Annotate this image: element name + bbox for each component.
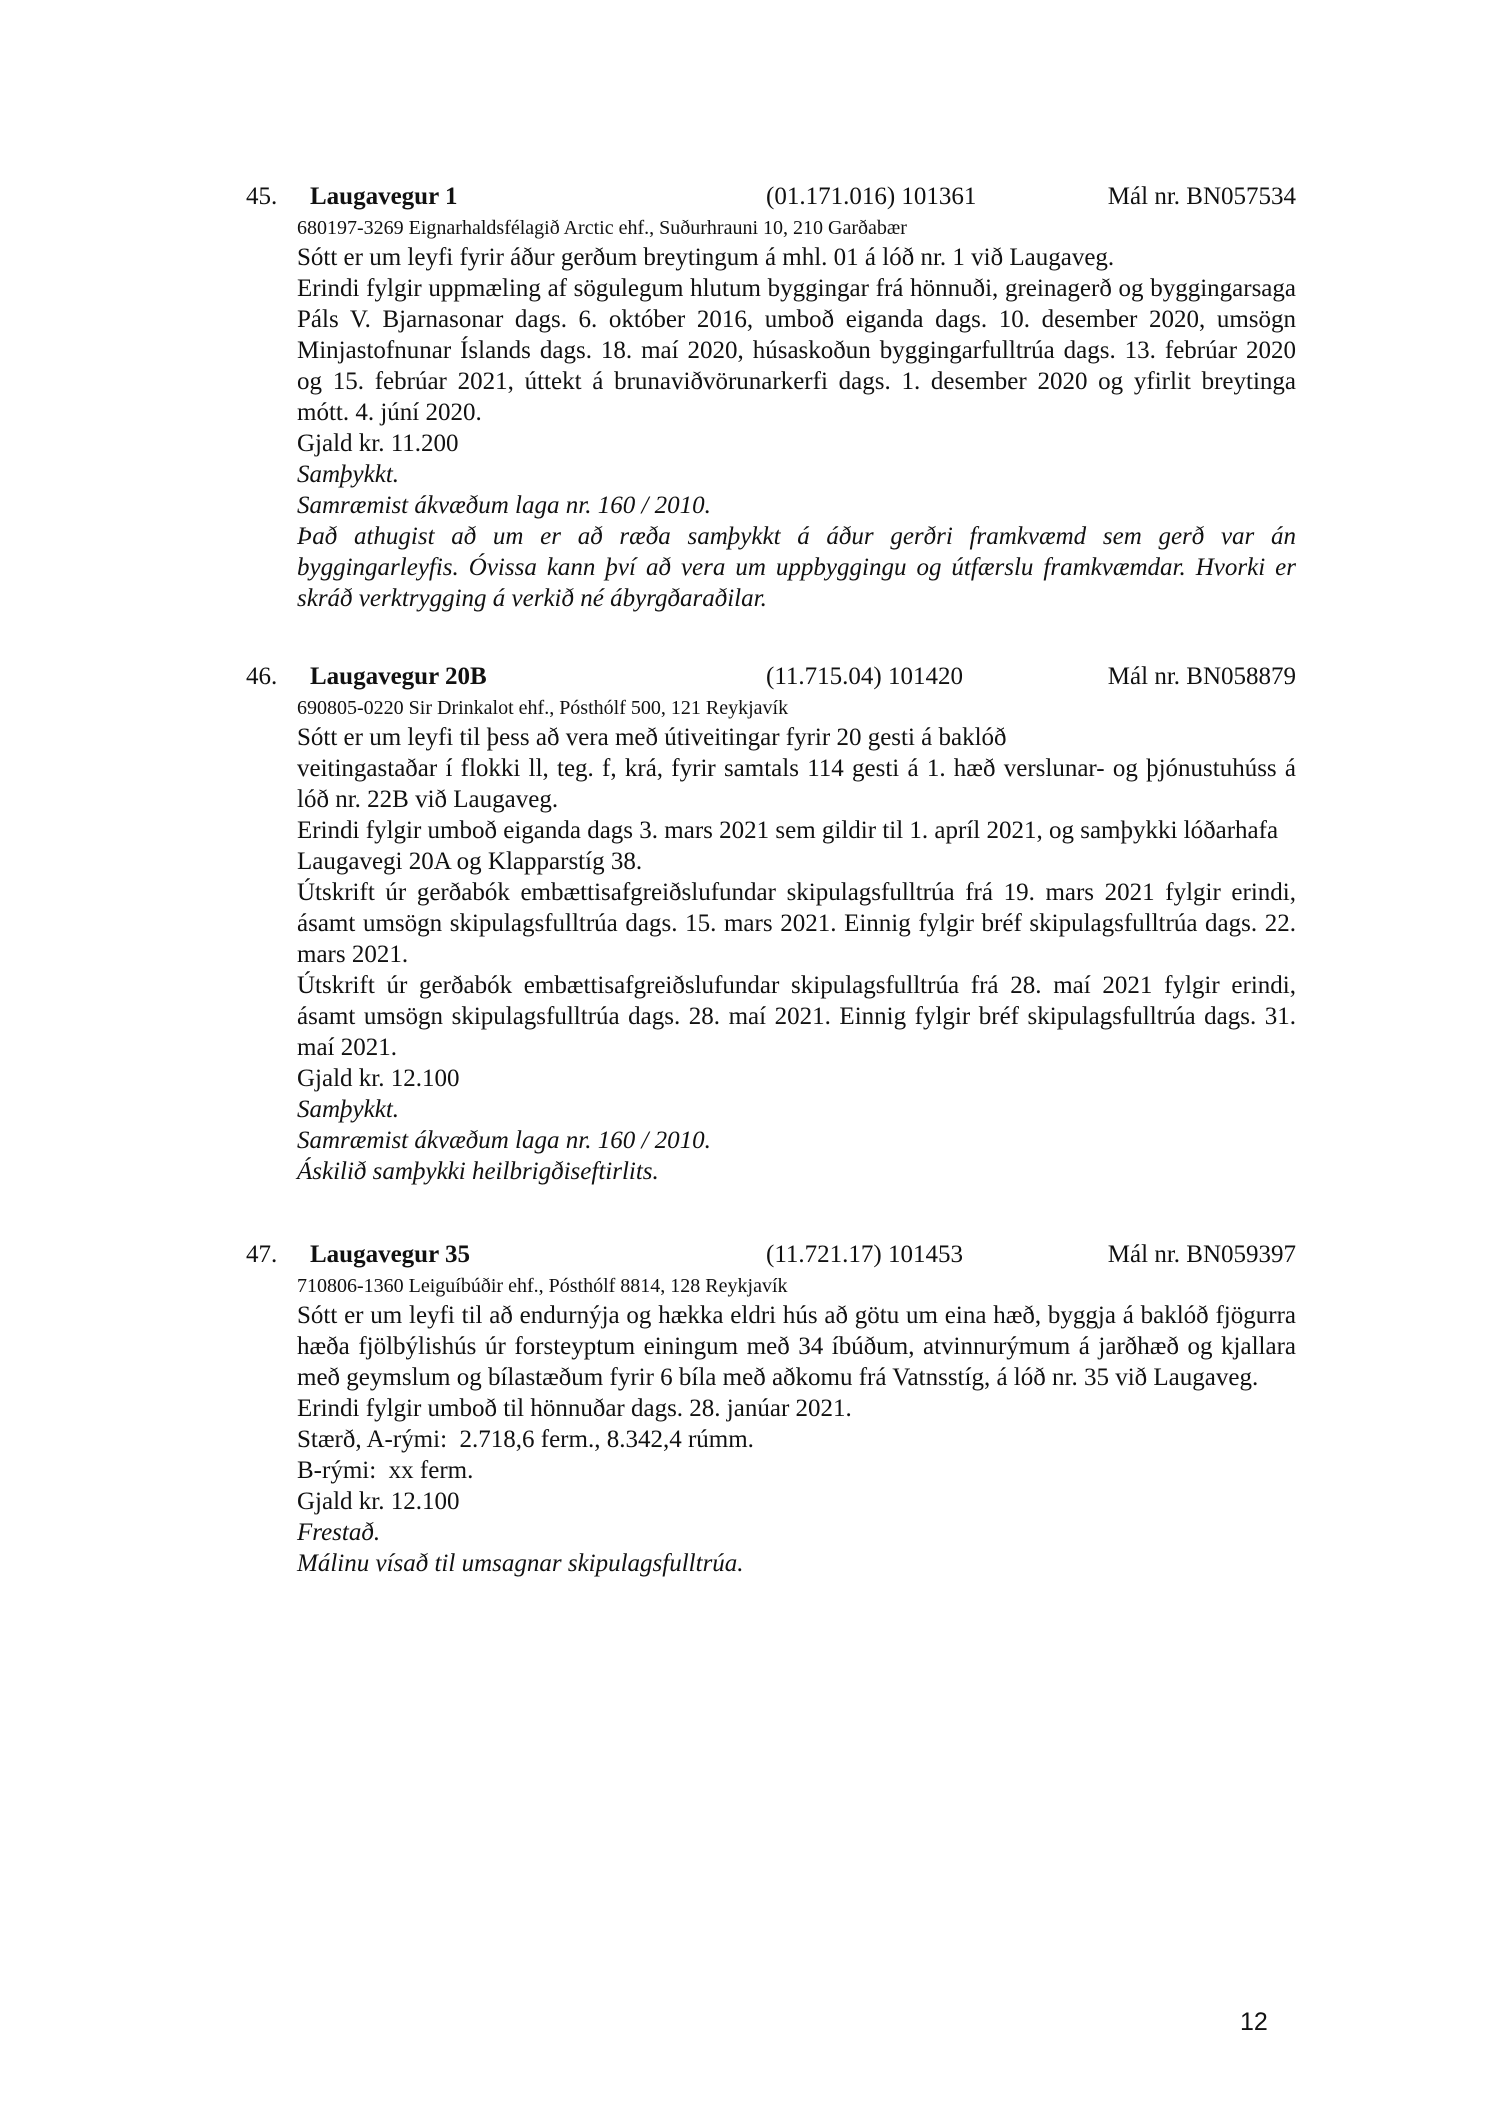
referral: Málinu vísað til umsagnar skipulagsfulltrúa. <box>297 1550 744 1577</box>
decision: Samþykkt. <box>297 461 400 488</box>
request-text-line-2: veitingastaðar í flokki ll, teg. f, krá, fyrir samtals 114 gesti á 1. hæð verslunar- og þjónustuhúss á lóð nr. 22B við Laugaveg. <box>297 755 1296 813</box>
condition: Áskilið samþykki heilbrigðiseftirlits. <box>297 1158 659 1185</box>
applicant: 710806-1360 Leiguíbúðir ehf., Pósthólf 8814, 128 Reykjavík <box>297 1275 788 1297</box>
minutes-text-2: Útskrift úr gerðabók embættisafgreiðslufundar skipulagsfulltrúa frá 28. maí 2021 fylgir erindi, ásamt umsögn skipulagsfulltrúa dags. 28. maí 2021. Einnig fylgir bréf skipulagsfulltrúa dags. 31. maí 2021. <box>297 972 1296 1061</box>
entry-body <box>297 242 1296 614</box>
fee: Gjald kr. 12.100 <box>297 1488 460 1515</box>
attachments-text: Erindi fylgir umboð eiganda dags 3. mars 2021 sem gildir til 1. apríl 2021, og samþykki lóðarhafa Laugavegi 20A og Klapparstíg 38. <box>297 817 1279 875</box>
entry-title: Laugavegur 20B <box>310 663 487 690</box>
fee: Gjald kr. 11.200 <box>297 430 459 457</box>
attachments-text: Erindi fylgir umboð til hönnuðar dags. 28. janúar 2021. <box>297 1395 852 1422</box>
case-entry-45 <box>246 180 1296 614</box>
entry-body <box>297 722 1296 1187</box>
fee: Gjald kr. 12.100 <box>297 1065 460 1092</box>
property-code: (11.715.04) 101420 <box>766 663 963 690</box>
case-entry-46 <box>246 660 1296 1187</box>
page-number: 12 <box>1240 2008 1268 2036</box>
entry-header <box>246 1238 1296 1272</box>
size-a-space: Stærð, A-rými: 2.718,6 ferm., 8.342,4 rúmm. <box>297 1426 754 1453</box>
entry-header <box>246 660 1296 694</box>
entry-header <box>246 180 1296 214</box>
decision: Samþykkt. <box>297 1096 400 1123</box>
request-text: Sótt er um leyfi til að endurnýja og hækka eldri hús að götu um eina hæð, byggja á baklóð fjögurra hæða fjölbýlishús úr forsteyptum einingum með 34 íbúðum, atvinnurýmum á jarðhæð og kjallara með geymslum og bílastæðum fyrir 6 bíla með aðkomu frá Vatnsstíg, á lóð nr. 35 við Laugaveg. <box>297 1302 1296 1391</box>
case-number: Mál nr. BN059397 <box>1107 1241 1296 1268</box>
property-code: (01.171.016) 101361 <box>766 183 977 210</box>
case-entry-47 <box>246 1238 1296 1579</box>
applicant: 690805-0220 Sir Drinkalot ehf., Pósthólf 500, 121 Reykjavík <box>297 697 789 719</box>
note: Það athugist að um er að ræða samþykkt á áður gerðri framkvæmd sem gerð var án byggingarleyfis. Óvissa kann því að vera um uppbyggingu og útfærslu framkvæmdar. Hvorki er skráð verktrygging á verkið né ábyrgðaraðilar. <box>297 523 1296 612</box>
entry-number: 46. <box>246 663 278 690</box>
case-number: Mál nr. BN057534 <box>1107 183 1296 210</box>
law-reference: Samræmist ákvæðum laga nr. 160 / 2010. <box>297 492 711 519</box>
entry-title: Laugavegur 1 <box>310 183 458 210</box>
property-code: (11.721.17) 101453 <box>766 1241 963 1268</box>
entry-body <box>297 1300 1296 1579</box>
case-number: Mál nr. BN058879 <box>1107 663 1296 690</box>
applicant: 680197-3269 Eignarhaldsfélagið Arctic ehf., Suðurhrauni 10, 210 Garðabær <box>297 217 907 239</box>
minutes-text-1: Útskrift úr gerðabók embættisafgreiðslufundar skipulagsfulltrúa frá 19. mars 2021 fylgir erindi, ásamt umsögn skipulagsfulltrúa dags. 15. mars 2021. Einnig fylgir bréf skipulagsfulltrúa dags. 22. mars 2021. <box>297 879 1296 968</box>
decision: Frestað. <box>297 1519 381 1546</box>
entry-number: 45. <box>246 183 278 210</box>
entry-title: Laugavegur 35 <box>310 1241 470 1268</box>
size-b-space: B-rými: xx ferm. <box>297 1457 474 1484</box>
request-text-line-1: Sótt er um leyfi til þess að vera með útiveitingar fyrir 20 gesti á baklóð <box>297 724 1007 751</box>
entry-number: 47. <box>246 1241 278 1268</box>
law-reference: Samræmist ákvæðum laga nr. 160 / 2010. <box>297 1127 711 1154</box>
attachments-text: Erindi fylgir uppmæling af sögulegum hlutum byggingar frá hönnuði, greinagerð og byggingarsaga Páls V. Bjarnasonar dags. 6. október 2016, umboð eiganda dags. 10. desember 2020, umsögn Minjastofnunar Íslands dags. 18. maí 2020, húsaskoðun byggingarfulltrúa dags. 13. febrúar 2020 og 15. febrúar 2021, úttekt á brunaviðvörunarkerfi dags. 1. desember 2020 og yfirlit breytinga mótt. 4. júní 2020. <box>297 275 1296 426</box>
request-text: Sótt er um leyfi fyrir áður gerðum breytingum á mhl. 01 á lóð nr. 1 við Laugaveg. <box>297 244 1115 271</box>
